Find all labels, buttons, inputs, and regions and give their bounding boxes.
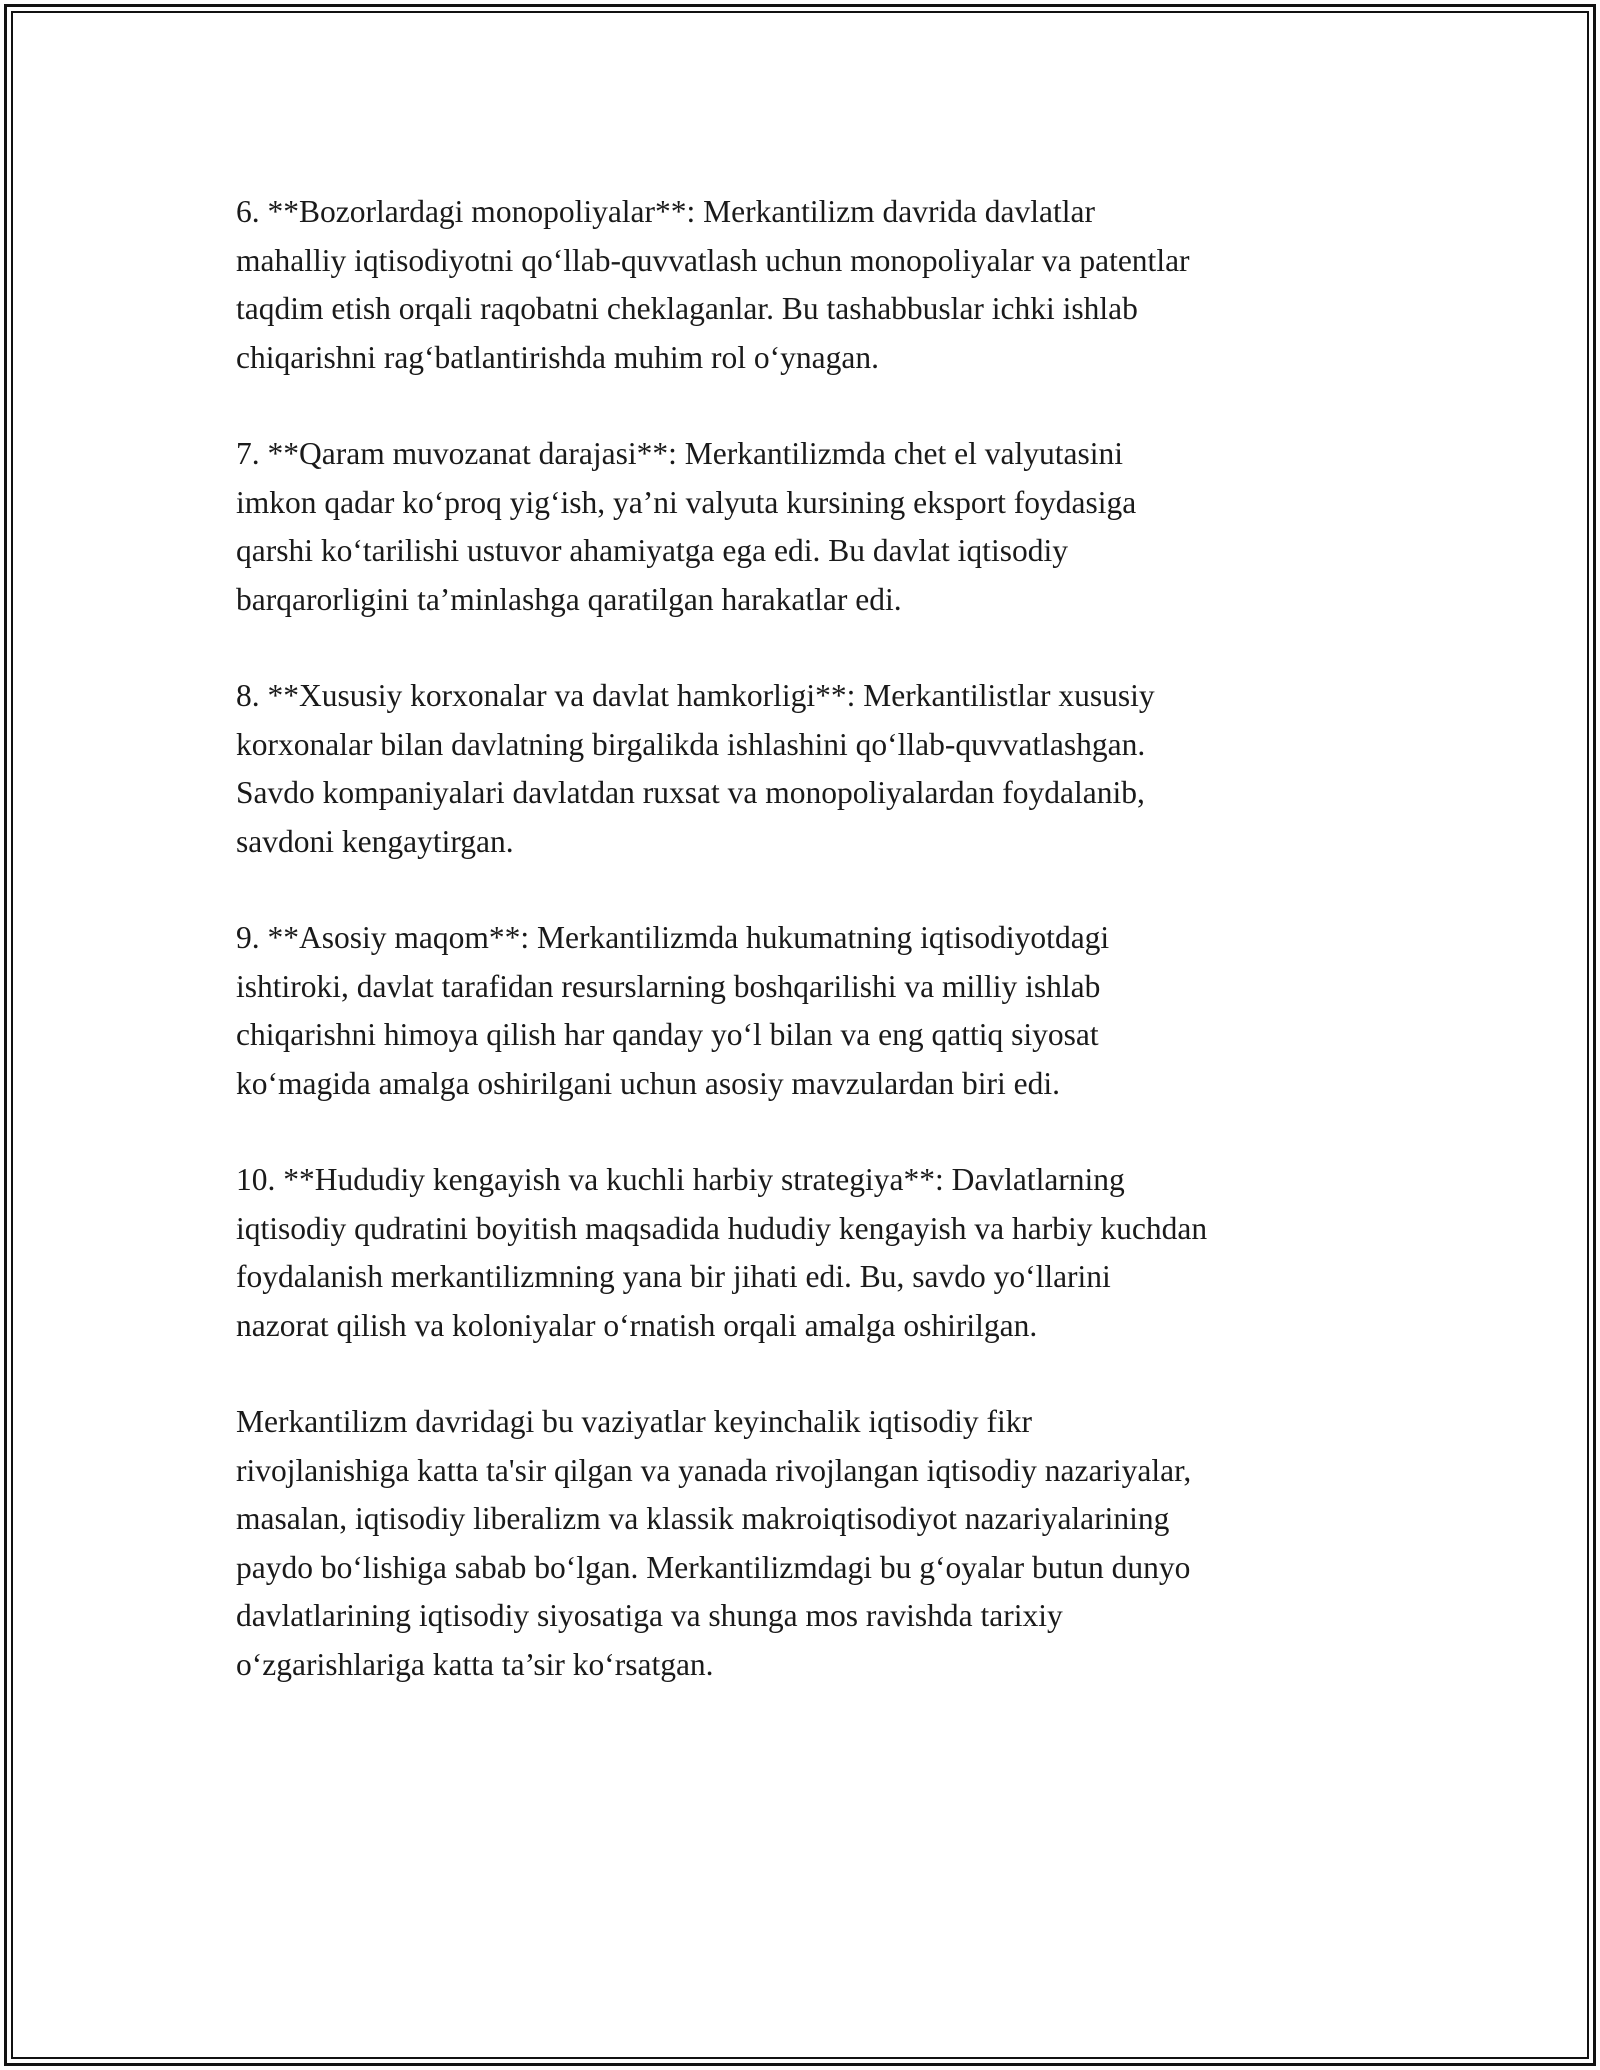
document-body bbox=[236, 188, 1386, 1737]
text-line: davlatlarining iqtisodiy siyosatiga va shunga mos ravishda tarixiy bbox=[236, 1598, 1063, 1633]
text-line: 9. **Asosiy maqom**: Merkantilizmda hukumatning iqtisodiyotdagi bbox=[236, 920, 1110, 955]
text-line: 8. **Xususiy korxonalar va davlat hamkorligi**: Merkantilistlar xususiy bbox=[236, 678, 1155, 713]
text-line: o‘zgarishlariga katta ta’sir ko‘rsatgan. bbox=[236, 1646, 714, 1682]
text-line: chiqarishni himoya qilish har qanday yo‘l bilan va eng qattiq siyosat bbox=[236, 1017, 1099, 1052]
paragraph-item-7 bbox=[236, 430, 1386, 624]
text-line: taqdim etish orqali raqobatni cheklaganlar. Bu tashabbuslar ichki ishlab bbox=[236, 291, 1138, 326]
paragraph-item-9 bbox=[236, 914, 1386, 1108]
text-line: savdoni kengaytirgan. bbox=[236, 823, 514, 859]
text-line: foydalanish merkantilizmning yana bir jihati edi. Bu, savdo yo‘llarini bbox=[236, 1259, 1111, 1294]
text-line: Savdo kompaniyalari davlatdan ruxsat va monopoliyalardan foydalanib, bbox=[236, 775, 1145, 810]
text-line: chiqarishni rag‘batlantirishda muhim rol o‘ynagan. bbox=[236, 339, 879, 375]
text-line: masalan, iqtisodiy liberalizm va klassik makroiqtisodiyot nazariyalarining bbox=[236, 1501, 1170, 1536]
text-line: qarshi ko‘tarilishi ustuvor ahamiyatga ega edi. Bu davlat iqtisodiy bbox=[236, 533, 1068, 568]
text-line: korxonalar bilan davlatning birgalikda ishlashini qo‘llab-quvvatlashgan. bbox=[236, 726, 1146, 762]
paragraph-item-8 bbox=[236, 672, 1386, 866]
text-line: rivojlanishiga katta ta'sir qilgan va yanada rivojlangan iqtisodiy nazariyalar, bbox=[236, 1452, 1192, 1488]
text-line: ishtiroki, davlat tarafidan resurslarning boshqarilishi va milliy ishlab bbox=[236, 968, 1101, 1004]
text-line: 10. **Hududiy kengayish va kuchli harbiy strategiya**: Davlatlarning bbox=[236, 1162, 1125, 1197]
paragraph-item-6 bbox=[236, 188, 1386, 382]
text-line: barqarorligini ta’minlashga qaratilgan harakatlar edi. bbox=[236, 581, 902, 617]
text-line: mahalliy iqtisodiyotni qo‘llab-quvvatlash uchun monopoliyalar va patentlar bbox=[236, 242, 1190, 278]
text-line: paydo bo‘lishiga sabab bo‘lgan. Merkantilizmdagi bu g‘oyalar butun dunyo bbox=[236, 1549, 1191, 1585]
text-line: nazorat qilish va koloniyalar o‘rnatish orqali amalga oshirilgan. bbox=[236, 1307, 1038, 1343]
paragraph-item-10 bbox=[236, 1156, 1386, 1350]
text-line: 6. **Bozorlardagi monopoliyalar**: Merkantilizm davrida davlatlar bbox=[236, 194, 1095, 229]
text-line: iqtisodiy qudratini boyitish maqsadida hududiy kengayish va harbiy kuchdan bbox=[236, 1210, 1208, 1246]
text-line: imkon qadar ko‘proq yig‘ish, ya’ni valyuta kursining eksport foydasiga bbox=[236, 484, 1137, 520]
text-line: Merkantilizm davridagi bu vaziyatlar keyinchalik iqtisodiy fikr bbox=[236, 1404, 1033, 1439]
text-line: 7. **Qaram muvozanat darajasi**: Merkantilizmda chet el valyutasini bbox=[236, 436, 1123, 471]
text-line: ko‘magida amalga oshirilgani uchun asosiy mavzulardan biri edi. bbox=[236, 1065, 1061, 1101]
paragraph-conclusion bbox=[236, 1398, 1386, 1689]
